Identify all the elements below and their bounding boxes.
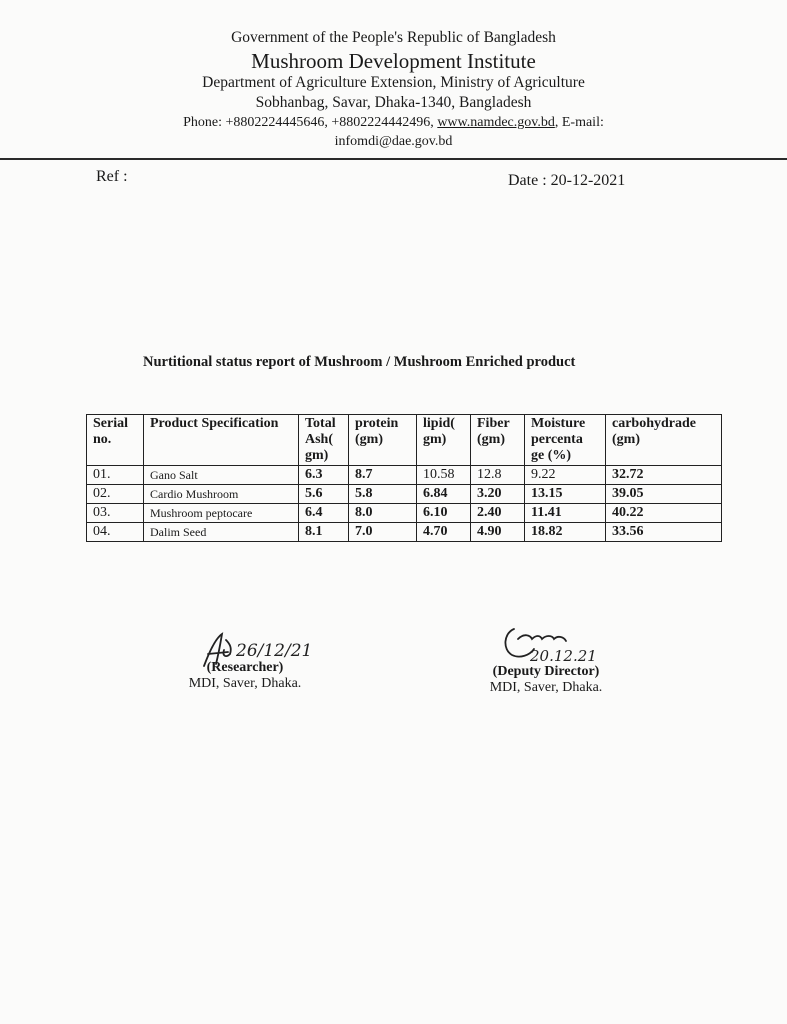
cell-moisture: 11.41 bbox=[525, 504, 606, 523]
cell-lipid: 10.58 bbox=[417, 466, 471, 485]
ref-label: Ref : bbox=[96, 168, 128, 185]
cell-serial: 01. bbox=[87, 466, 144, 485]
header-protein: protein (gm) bbox=[349, 415, 417, 466]
cell-carbohydrate: 33.56 bbox=[606, 523, 722, 542]
signatory-role: (Researcher) bbox=[206, 660, 284, 675]
cell-fiber: 2.40 bbox=[471, 504, 525, 523]
cell-carbohydrate: 40.22 bbox=[606, 504, 722, 523]
cell-lipid: 6.10 bbox=[417, 504, 471, 523]
table-header-row bbox=[87, 415, 722, 466]
cell-fiber: 3.20 bbox=[471, 485, 525, 504]
cell-fiber: 4.90 bbox=[471, 523, 525, 542]
cell-product: Cardio Mushroom bbox=[144, 485, 299, 504]
cell-moisture: 18.82 bbox=[525, 523, 606, 542]
researcher-block bbox=[180, 660, 310, 692]
signatory-office: MDI, Saver, Dhaka. bbox=[188, 676, 302, 691]
cell-fiber: 12.8 bbox=[471, 466, 525, 485]
cell-product: Dalim Seed bbox=[144, 523, 299, 542]
header-fiber: Fiber (gm) bbox=[471, 415, 525, 466]
cell-serial: 02. bbox=[87, 485, 144, 504]
signatory-role: (Deputy Director) bbox=[492, 664, 600, 679]
header-serial: Serial no. bbox=[87, 415, 144, 466]
cell-protein: 5.8 bbox=[349, 485, 417, 504]
institute-name: Mushroom Development Institute bbox=[251, 49, 536, 73]
cell-protein: 8.7 bbox=[349, 466, 417, 485]
cell-moisture: 13.15 bbox=[525, 485, 606, 504]
header-moisture: Moisture percenta ge (%) bbox=[525, 415, 606, 466]
deputy-director-block bbox=[476, 664, 616, 696]
table-row bbox=[87, 504, 722, 523]
email-label: E-mail: bbox=[561, 115, 604, 130]
cell-serial: 04. bbox=[87, 523, 144, 542]
cell-product: Gano Salt bbox=[144, 466, 299, 485]
cell-product: Mushroom peptocare bbox=[144, 504, 299, 523]
cell-protein: 7.0 bbox=[349, 523, 417, 542]
cell-carbohydrate: 32.72 bbox=[606, 466, 722, 485]
header-lipid: lipid( gm) bbox=[417, 415, 471, 466]
cell-ash: 6.3 bbox=[299, 466, 349, 485]
header-total-ash: Total Ash( gm) bbox=[299, 415, 349, 466]
phone-text: Phone: +8802224445646, +8802224442496, bbox=[183, 115, 434, 130]
cell-ash: 5.6 bbox=[299, 485, 349, 504]
cell-protein: 8.0 bbox=[349, 504, 417, 523]
department-line: Department of Agriculture Extension, Ministry of Agriculture bbox=[202, 74, 585, 91]
table-row bbox=[87, 523, 722, 542]
header-divider bbox=[0, 158, 787, 160]
nutrition-table bbox=[86, 414, 722, 542]
cell-carbohydrate: 39.05 bbox=[606, 485, 722, 504]
address-line: Sobhanbag, Savar, Dhaka-1340, Bangladesh bbox=[255, 94, 532, 111]
cell-ash: 6.4 bbox=[299, 504, 349, 523]
contact-line: Phone: +8802224445646, +8802224442496, www.namdec.gov.bd, E-mail: bbox=[183, 115, 604, 130]
email-address: infomdi@dae.gov.bd bbox=[334, 134, 453, 149]
website-link[interactable]: www.namdec.gov.bd bbox=[437, 115, 555, 130]
cell-lipid: 6.84 bbox=[417, 485, 471, 504]
table-row bbox=[87, 466, 722, 485]
header-carbohydrate: carbohydrade (gm) bbox=[606, 415, 722, 466]
letterhead bbox=[0, 28, 787, 151]
header-product: Product Specification bbox=[144, 415, 299, 466]
cell-lipid: 4.70 bbox=[417, 523, 471, 542]
cell-moisture: 9.22 bbox=[525, 466, 606, 485]
signatory-office: MDI, Saver, Dhaka. bbox=[489, 680, 603, 695]
government-line: Government of the People's Republic of Bangladesh bbox=[231, 29, 556, 46]
date-text: Date : 20-12-2021 bbox=[508, 172, 626, 189]
deputy-director-signature bbox=[500, 615, 610, 665]
report-title: Nurtitional status report of Mushroom / Mushroom Enriched product bbox=[143, 354, 576, 370]
svg-text:20.12.21: 20.12.21 bbox=[530, 647, 597, 665]
svg-text:26/12/21: 26/12/21 bbox=[236, 641, 313, 661]
table-row bbox=[87, 485, 722, 504]
cell-ash: 8.1 bbox=[299, 523, 349, 542]
cell-serial: 03. bbox=[87, 504, 144, 523]
